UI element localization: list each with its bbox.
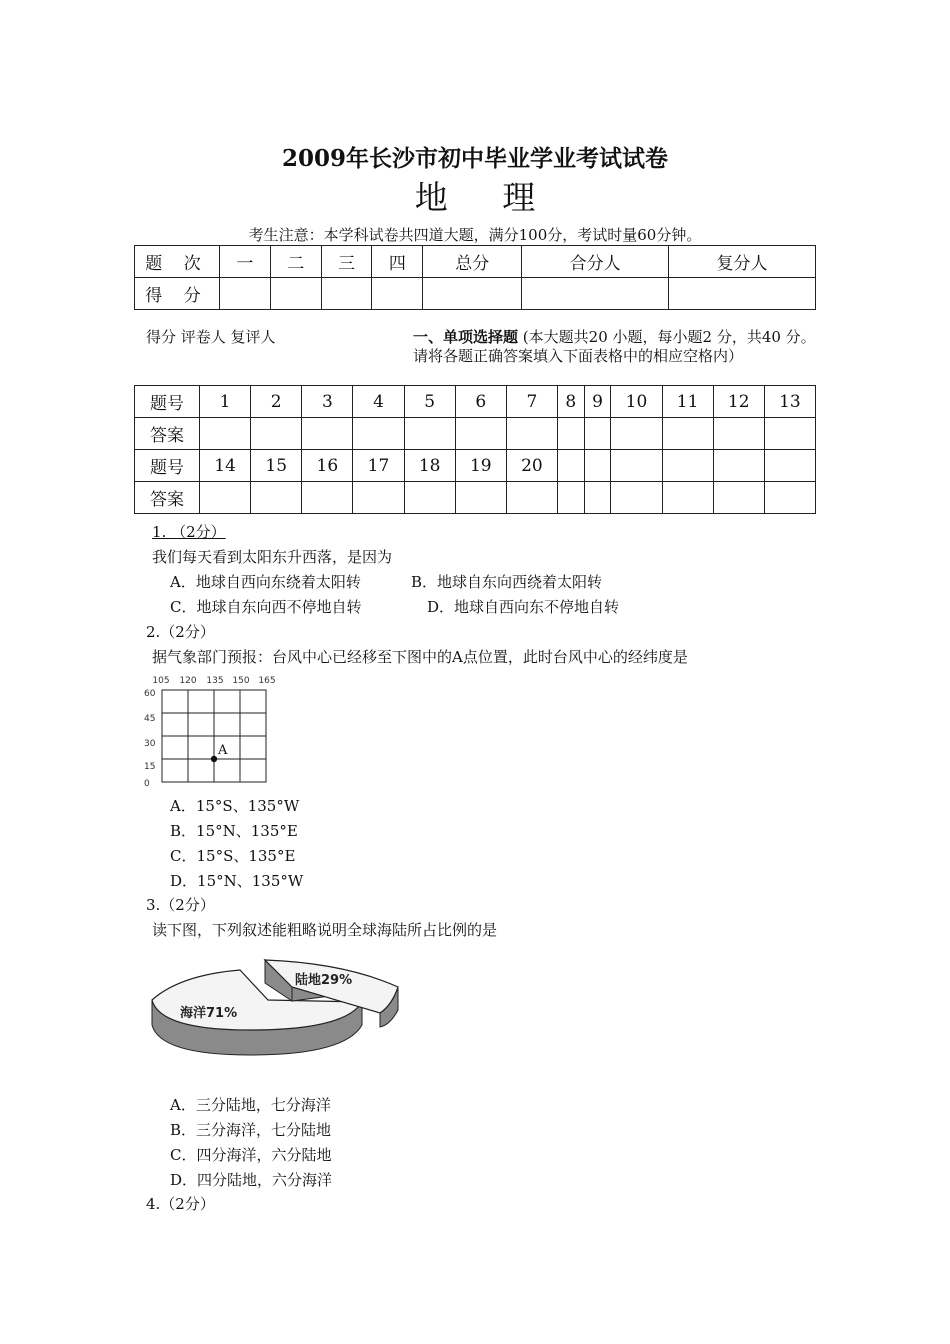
question-number-cell: 16 xyxy=(302,450,353,482)
answer-cell[interactable] xyxy=(251,418,302,450)
score-input-cell[interactable] xyxy=(321,278,372,310)
grader-labels: 得分 评卷人 复评人 xyxy=(146,328,276,346)
q1-option-d: D．地球自西向东不停地自转 xyxy=(427,598,620,616)
answer-cell[interactable] xyxy=(251,482,302,514)
q1-stem: 我们每天看到太阳东升西落，是因为 xyxy=(152,548,393,566)
answer-table-answer-row xyxy=(135,482,816,514)
question-number-cell: 10 xyxy=(611,386,662,418)
score-table-cell: 四 xyxy=(372,246,423,278)
answer-table-answer-row xyxy=(135,418,816,450)
question-number-cell xyxy=(611,450,662,482)
score-table-header-row xyxy=(135,246,816,278)
answer-cell[interactable] xyxy=(455,482,506,514)
question-number-cell: 15 xyxy=(251,450,302,482)
point-a-marker xyxy=(211,756,217,762)
lat-label: 0 xyxy=(144,779,150,789)
score-table-cell: 合分人 xyxy=(522,246,669,278)
q2-stem: 据气象部门预报：台风中心已经移至下图中的A点位置，此时台风中心的经纬度是 xyxy=(152,648,688,666)
grid-lines xyxy=(162,690,266,782)
lat-label: 15 xyxy=(144,762,156,772)
score-table-cell: 题 次 xyxy=(135,246,220,278)
question-number-cell: 17 xyxy=(353,450,404,482)
score-input-cell[interactable] xyxy=(270,278,321,310)
score-input-cell[interactable] xyxy=(220,278,271,310)
question-number-cell xyxy=(662,450,713,482)
q1-option-a: A．地球自西向东绕着太阳转 xyxy=(170,573,361,591)
answer-cell[interactable] xyxy=(713,482,764,514)
answer-cell[interactable] xyxy=(611,418,662,450)
score-input-cell[interactable] xyxy=(522,278,669,310)
answer-cell[interactable] xyxy=(713,418,764,450)
question-number-cell: 12 xyxy=(713,386,764,418)
question-number-cell xyxy=(584,450,611,482)
question-number-cell: 19 xyxy=(455,450,506,482)
score-input-cell[interactable] xyxy=(669,278,816,310)
question-number-cell: 11 xyxy=(662,386,713,418)
answer-cell[interactable] xyxy=(200,418,251,450)
lon-label: 135 xyxy=(206,676,224,686)
answer-cell[interactable] xyxy=(353,418,404,450)
score-input-cell[interactable] xyxy=(372,278,423,310)
land-ocean-pie-chart xyxy=(140,955,410,1065)
answer-cell[interactable] xyxy=(557,418,584,450)
score-table-cell: 复分人 xyxy=(669,246,816,278)
answer-table-number-row xyxy=(135,386,816,418)
question-number-cell: 18 xyxy=(404,450,455,482)
answer-table-number-row xyxy=(135,450,816,482)
q2-number: 2.（2分） xyxy=(146,623,215,641)
answer-cell[interactable] xyxy=(506,418,557,450)
lon-label: 105 xyxy=(152,676,170,686)
answer-cell[interactable] xyxy=(584,482,611,514)
answer-cell[interactable] xyxy=(404,418,455,450)
question-number-cell: 13 xyxy=(764,386,815,418)
q3-option-a: A．三分陆地，七分海洋 xyxy=(170,1096,331,1114)
q3-option-c: C．四分海洋，六分陆地 xyxy=(170,1146,332,1164)
point-a-label: A xyxy=(218,743,228,758)
q2-option-a: A．15°S、135°W xyxy=(170,797,300,815)
q3-option-b: B．三分海洋，七分陆地 xyxy=(170,1121,332,1139)
q3-stem: 读下图，下列叙述能粗略说明全球海陆所占比例的是 xyxy=(152,921,498,939)
answer-cell[interactable] xyxy=(557,482,584,514)
q2-option-d: D．15°N、135°W xyxy=(170,872,304,890)
exam-title: 2009年长沙市初中毕业学业考试试卷 xyxy=(281,145,668,172)
score-table-cell: 三 xyxy=(321,246,372,278)
q2-option-c: C．15°S、135°E xyxy=(170,847,296,865)
question-number-cell: 9 xyxy=(584,386,611,418)
answer-table-label: 答案 xyxy=(135,418,200,450)
answer-cell[interactable] xyxy=(764,482,815,514)
question-number-cell: 3 xyxy=(302,386,353,418)
answer-cell[interactable] xyxy=(662,418,713,450)
pie-label-land: 陆地29% xyxy=(295,973,353,988)
question-number-cell: 6 xyxy=(455,386,506,418)
lat-label: 30 xyxy=(144,739,156,749)
answer-table-label: 题号 xyxy=(135,450,200,482)
lat-lon-grid-map xyxy=(140,670,290,790)
q1-option-b: B．地球自东向西绕着太阳转 xyxy=(411,573,603,591)
score-row-label: 得 分 xyxy=(135,278,220,310)
question-number-cell: 7 xyxy=(506,386,557,418)
score-table-cell: 二 xyxy=(270,246,321,278)
answer-table-label: 题号 xyxy=(135,386,200,418)
lat-label: 45 xyxy=(144,714,156,724)
answer-cell[interactable] xyxy=(611,482,662,514)
pie-label-ocean: 海洋71% xyxy=(180,1006,238,1021)
lat-label: 60 xyxy=(144,689,156,699)
answer-cell[interactable] xyxy=(584,418,611,450)
question-number-cell: 1 xyxy=(200,386,251,418)
answer-cell[interactable] xyxy=(404,482,455,514)
answer-cell[interactable] xyxy=(506,482,557,514)
answer-table-label: 答案 xyxy=(135,482,200,514)
section-heading: 一、单项选择题 xyxy=(413,328,519,346)
answer-cell[interactable] xyxy=(455,418,506,450)
lon-label: 150 xyxy=(232,676,250,686)
score-table-score-row xyxy=(135,278,816,310)
question-number-cell xyxy=(764,450,815,482)
lon-label: 165 xyxy=(258,676,276,686)
q3-number: 3.（2分） xyxy=(146,896,215,914)
score-input-cell[interactable] xyxy=(423,278,522,310)
exam-notice: 考生注意：本学科试卷共四道大题，满分100分，考试时量60分钟。 xyxy=(248,226,702,244)
score-table-cell: 一 xyxy=(220,246,271,278)
answer-cell[interactable] xyxy=(764,418,815,450)
q1-option-c: C．地球自东向西不停地自转 xyxy=(170,598,362,616)
section-instruction-line-1 xyxy=(413,326,816,347)
question-number-cell xyxy=(557,450,584,482)
question-number-cell: 8 xyxy=(557,386,584,418)
subject-title: 地 理 xyxy=(414,178,558,217)
q1-number: 1. （2分） xyxy=(152,523,226,541)
section-instruction: (本大题共20 小题，每小题2 分，共40 分。 xyxy=(522,328,816,346)
score-table-cell: 总分 xyxy=(423,246,522,278)
answer-table xyxy=(134,385,816,514)
answer-cell[interactable] xyxy=(353,482,404,514)
section-instruction-line-2: 请将各题正确答案填入下面表格中的相应空格内） xyxy=(413,347,744,365)
question-number-cell: 20 xyxy=(506,450,557,482)
q2-option-b: B．15°N、135°E xyxy=(170,822,298,840)
answer-cell[interactable] xyxy=(302,418,353,450)
answer-cell[interactable] xyxy=(662,482,713,514)
lon-label: 120 xyxy=(179,676,197,686)
question-number-cell xyxy=(713,450,764,482)
q4-number: 4.（2分） xyxy=(146,1195,215,1213)
answer-cell[interactable] xyxy=(302,482,353,514)
score-table xyxy=(134,245,816,310)
answer-cell[interactable] xyxy=(200,482,251,514)
q3-option-d: D．四分陆地，六分海洋 xyxy=(170,1171,333,1189)
question-number-cell: 4 xyxy=(353,386,404,418)
question-number-cell: 14 xyxy=(200,450,251,482)
question-number-cell: 5 xyxy=(404,386,455,418)
question-number-cell: 2 xyxy=(251,386,302,418)
